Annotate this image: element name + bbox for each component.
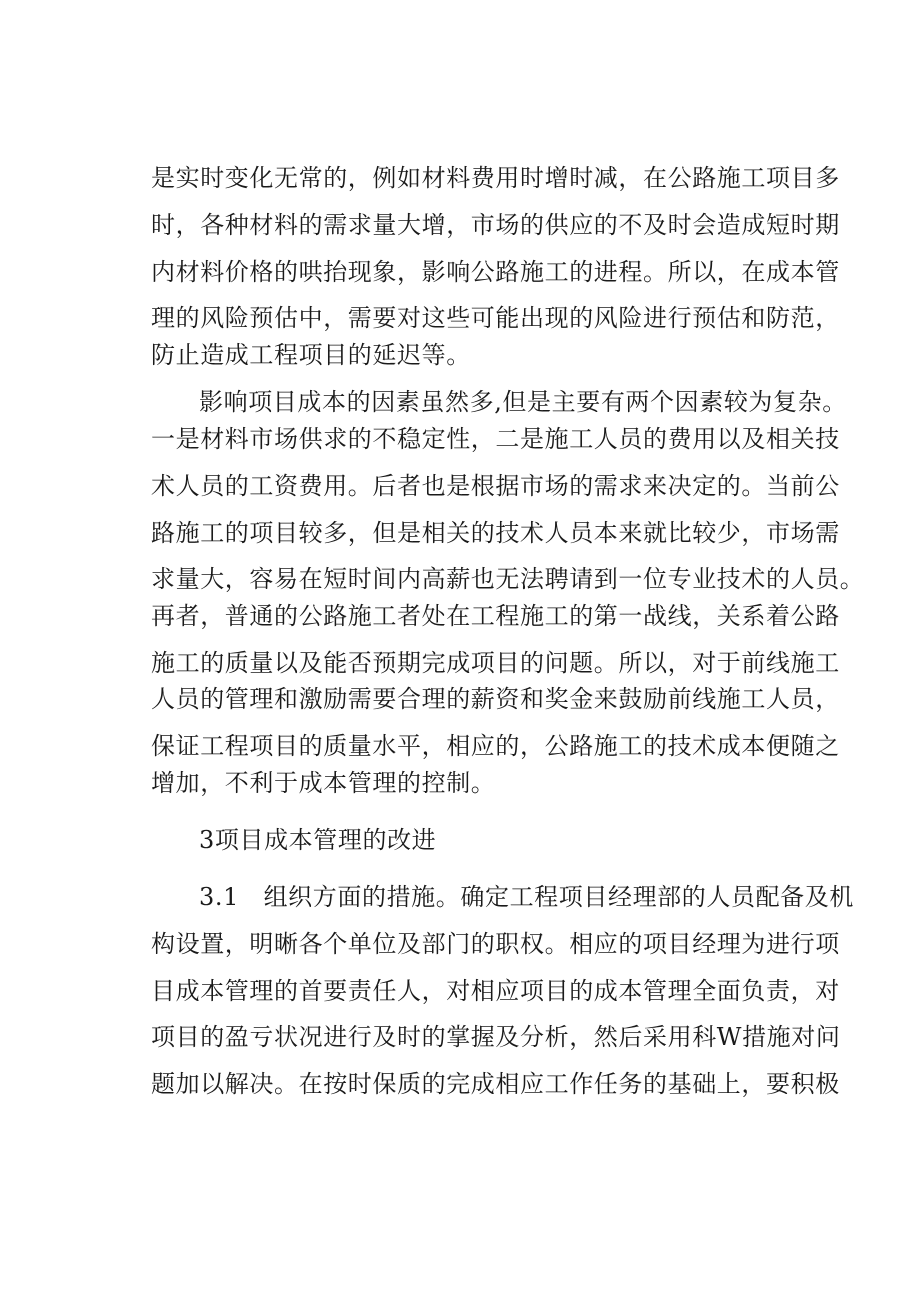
paragraph-2-line-2: 一是材料市场供求的不稳定性，二是施工人员的费用以及相关技 [151,425,840,453]
paragraph-3-line-3: 目成本管理的首要责任人，对相应项目的成本管理全面负责，对 [151,977,840,1005]
paragraph-3-line-1: 3.1 组织方面的措施。确定工程项目经理部的人员配备及机 [199,883,854,911]
paragraph-2-line-6: 再者，普通的公路施工者处在工程施工的第一战线，关系着公路 [151,602,840,630]
paragraph-2-line-7: 施工的质量以及能否预期完成项目的问题。所以，对于前线施工 [151,649,840,677]
paragraph-2-line-5: 求量大，容易在短时间内高薪也无法聘请到一位专业技术的人员。 [151,565,865,593]
paragraph-1-line-2: 时，各种材料的需求量大增，市场的供应的不及时会造成短时期 [151,211,840,239]
paragraph-2-line-8: 人员的管理和激励需要合理的薪资和奖金来鼓励前线施工人员， [151,685,840,713]
paragraph-2-line-10: 增加，不利于成本管理的控制。 [151,769,496,797]
paragraph-2-line-4: 路施工的项目较多，但是相关的技术人员本来就比较少，市场需 [151,519,840,547]
paragraph-2-line-3: 术人员的工资费用。后者也是根据市场的需求来决定的。当前公 [151,472,840,500]
paragraph-1-line-4: 理的风险预估中，需要对这些可能出现的风险进行预估和防范， [151,304,840,332]
paragraph-3-line-4: 项目的盈亏状况进行及时的掌握及分析，然后采用科W措施对问 [151,1023,841,1051]
paragraph-2-line-1: 影响项目成本的因素虽然多,但是主要有两个因素较为复杂。 [199,388,847,416]
paragraph-3-line-2: 构设置，明晰各个单位及部门的职权。相应的项目经理为进行项 [151,930,840,958]
section-heading-3: 3项目成本管理的改进 [199,826,437,854]
paragraph-2-line-9: 保证工程项目的质量水平，相应的，公路施工的技术成本便随之 [151,732,840,760]
paragraph-3-line-5: 题加以解决。在按时保质的完成相应工作任务的基础上，要积极 [151,1070,840,1098]
paragraph-1-line-5: 防止造成工程项目的延迟等。 [151,341,471,369]
paragraph-1-line-3: 内材料价格的哄抬现象，影响公路施工的进程。所以，在成本管 [151,258,840,286]
paragraph-1-line-1: 是实时变化无常的，例如材料费用时增时减，在公路施工项目多 [151,164,840,192]
